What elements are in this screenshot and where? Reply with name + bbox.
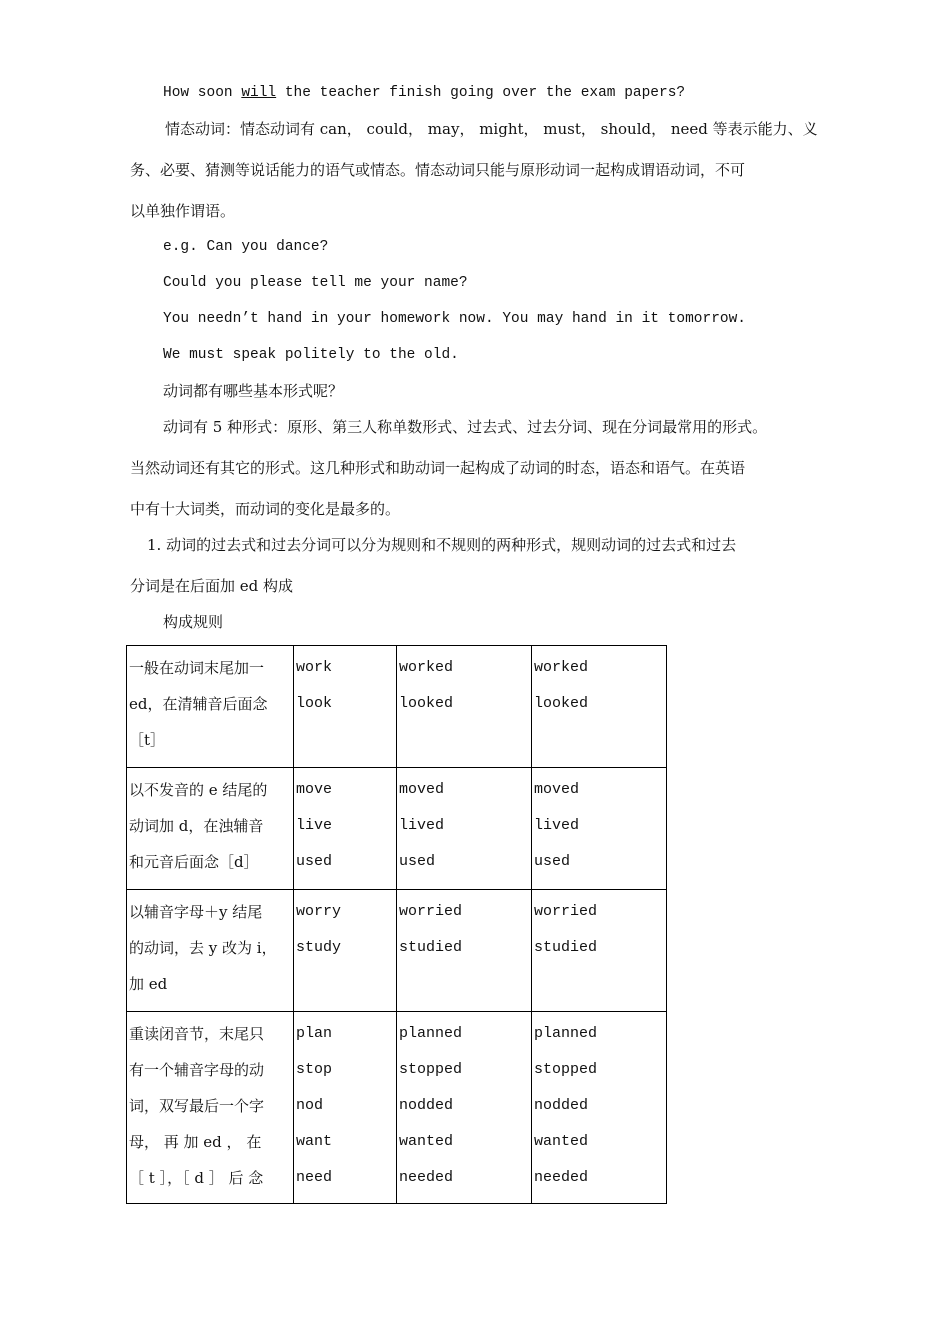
verb-word: used [399, 853, 436, 870]
verb-word: worry [296, 903, 342, 920]
underlined-word: will [241, 85, 277, 101]
verb-word: planned [399, 1025, 463, 1042]
rule-text: 母， 再 加 ed ， 在 [129, 1133, 262, 1151]
base-form-cell [294, 890, 397, 1012]
verb-word: nodded [534, 1097, 589, 1114]
rule-text: 以不发音的 e 结尾的 [129, 781, 268, 799]
rule-text: 词，双写最后一个字 [129, 1097, 265, 1115]
verb-word: live [296, 817, 333, 834]
rule-cell [127, 646, 294, 768]
verb-word: want [296, 1133, 333, 1150]
example-sentence: You needn’t hand in your homework now. You may hand in it tomorrow. [163, 311, 746, 327]
verb-word: used [296, 853, 333, 870]
base-form-cell [294, 646, 397, 768]
verb-word: looked [399, 695, 454, 712]
verb-word: studied [399, 939, 463, 956]
base-form-cell [294, 768, 397, 890]
verb-word: wanted [399, 1133, 454, 1150]
point-one-line-1: 1. 动词的过去式和过去分词可以分为规则和不规则的两种形式，规则动词的过去式和过去 [147, 536, 737, 554]
forms-paragraph-line-3: 中有十大词类，而动词的变化是最多的。 [130, 500, 401, 518]
verb-word: worried [534, 903, 598, 920]
modal-definition-line-1: 情态动词：情态动词有 can， could， may， might， must， should， need 等表示能力、义 [165, 120, 818, 138]
base-form-cell [294, 1012, 397, 1204]
participle-form-cell [532, 768, 667, 890]
rule-text: ［t］ [129, 731, 166, 749]
rule-text: 和元音后面念［d］ [129, 853, 259, 871]
modal-definition-line-3: 以单独作谓语。 [130, 202, 236, 220]
formation-rules-table [126, 645, 667, 1204]
past-form-cell [397, 1012, 532, 1204]
verb-word: stopped [399, 1061, 463, 1078]
example-sentence: e.g. Can you dance? [163, 239, 329, 255]
example-sentence: Could you please tell me your name? [163, 275, 468, 291]
verb-word: needed [534, 1169, 589, 1186]
rule-text: 重读闭音节，末尾只 [129, 1025, 265, 1043]
rule-cell [127, 1012, 294, 1204]
question-text-before: How soon [163, 85, 242, 101]
verb-word: planned [534, 1025, 598, 1042]
example-sentence: We must speak politely to the old. [163, 347, 459, 363]
rule-text: 一般在动词末尾加一 [129, 659, 265, 677]
verb-word: work [296, 659, 333, 676]
table-row [127, 646, 667, 768]
point-one-line-2: 分词是在后面加 ed 构成 [130, 577, 294, 595]
rule-text: 的动词，去 y 改为 i， [129, 939, 277, 957]
table-row [127, 768, 667, 890]
table-row [127, 1012, 667, 1204]
verb-word: moved [399, 781, 445, 798]
verb-word: wanted [534, 1133, 589, 1150]
past-form-cell [397, 768, 532, 890]
table-caption: 构成规则 [163, 613, 224, 631]
rule-text: 以辅音字母＋y 结尾 [129, 903, 263, 921]
verb-word: needed [399, 1169, 454, 1186]
rule-text: ［ t ］，［ d ］ 后 念 [129, 1169, 264, 1187]
example-question [163, 83, 868, 103]
verb-word: worked [534, 659, 589, 676]
verb-word: studied [534, 939, 598, 956]
question-text-after: the teacher finish going over the exam papers? [276, 85, 686, 101]
verb-word: study [296, 939, 342, 956]
verb-word: move [296, 781, 333, 798]
modal-definition-line-2: 务、必要、猜测等说话能力的语气或情态。情态动词只能与原形动词一起构成谓语动词，不可 [130, 161, 746, 179]
verb-word: lived [399, 817, 445, 834]
verb-word: worried [399, 903, 463, 920]
verb-word: stopped [534, 1061, 598, 1078]
forms-paragraph-line-1: 动词有 5 种形式：原形、第三人称单数形式、过去式、过去分词、现在分词最常用的形式。 [163, 418, 768, 436]
verb-word: nod [296, 1097, 324, 1114]
table-row [127, 890, 667, 1012]
verb-word: look [296, 695, 333, 712]
forms-paragraph-line-2: 当然动词还有其它的形式。这几种形式和助动词一起构成了动词的时态，语态和语气。在英语 [130, 459, 746, 477]
verb-word: moved [534, 781, 580, 798]
participle-form-cell [532, 1012, 667, 1204]
verb-word: nodded [399, 1097, 454, 1114]
verb-word: stop [296, 1061, 333, 1078]
participle-form-cell [532, 646, 667, 768]
rule-text: 动词加 d，在浊辅音 [129, 817, 264, 835]
rule-text: 有一个辅音字母的动 [129, 1061, 265, 1079]
verb-word: lived [534, 817, 580, 834]
section-question: 动词都有哪些基本形式呢？ [163, 382, 344, 400]
verb-word: need [296, 1169, 333, 1186]
verb-word: used [534, 853, 571, 870]
verb-word: looked [534, 695, 589, 712]
past-form-cell [397, 890, 532, 1012]
rule-cell [127, 768, 294, 890]
rule-text: ed，在清辅音后面念 [129, 695, 268, 713]
participle-form-cell [532, 890, 667, 1012]
rule-text: 加 ed [129, 975, 168, 993]
verb-word: worked [399, 659, 454, 676]
past-form-cell [397, 646, 532, 768]
rule-cell [127, 890, 294, 1012]
verb-word: plan [296, 1025, 333, 1042]
